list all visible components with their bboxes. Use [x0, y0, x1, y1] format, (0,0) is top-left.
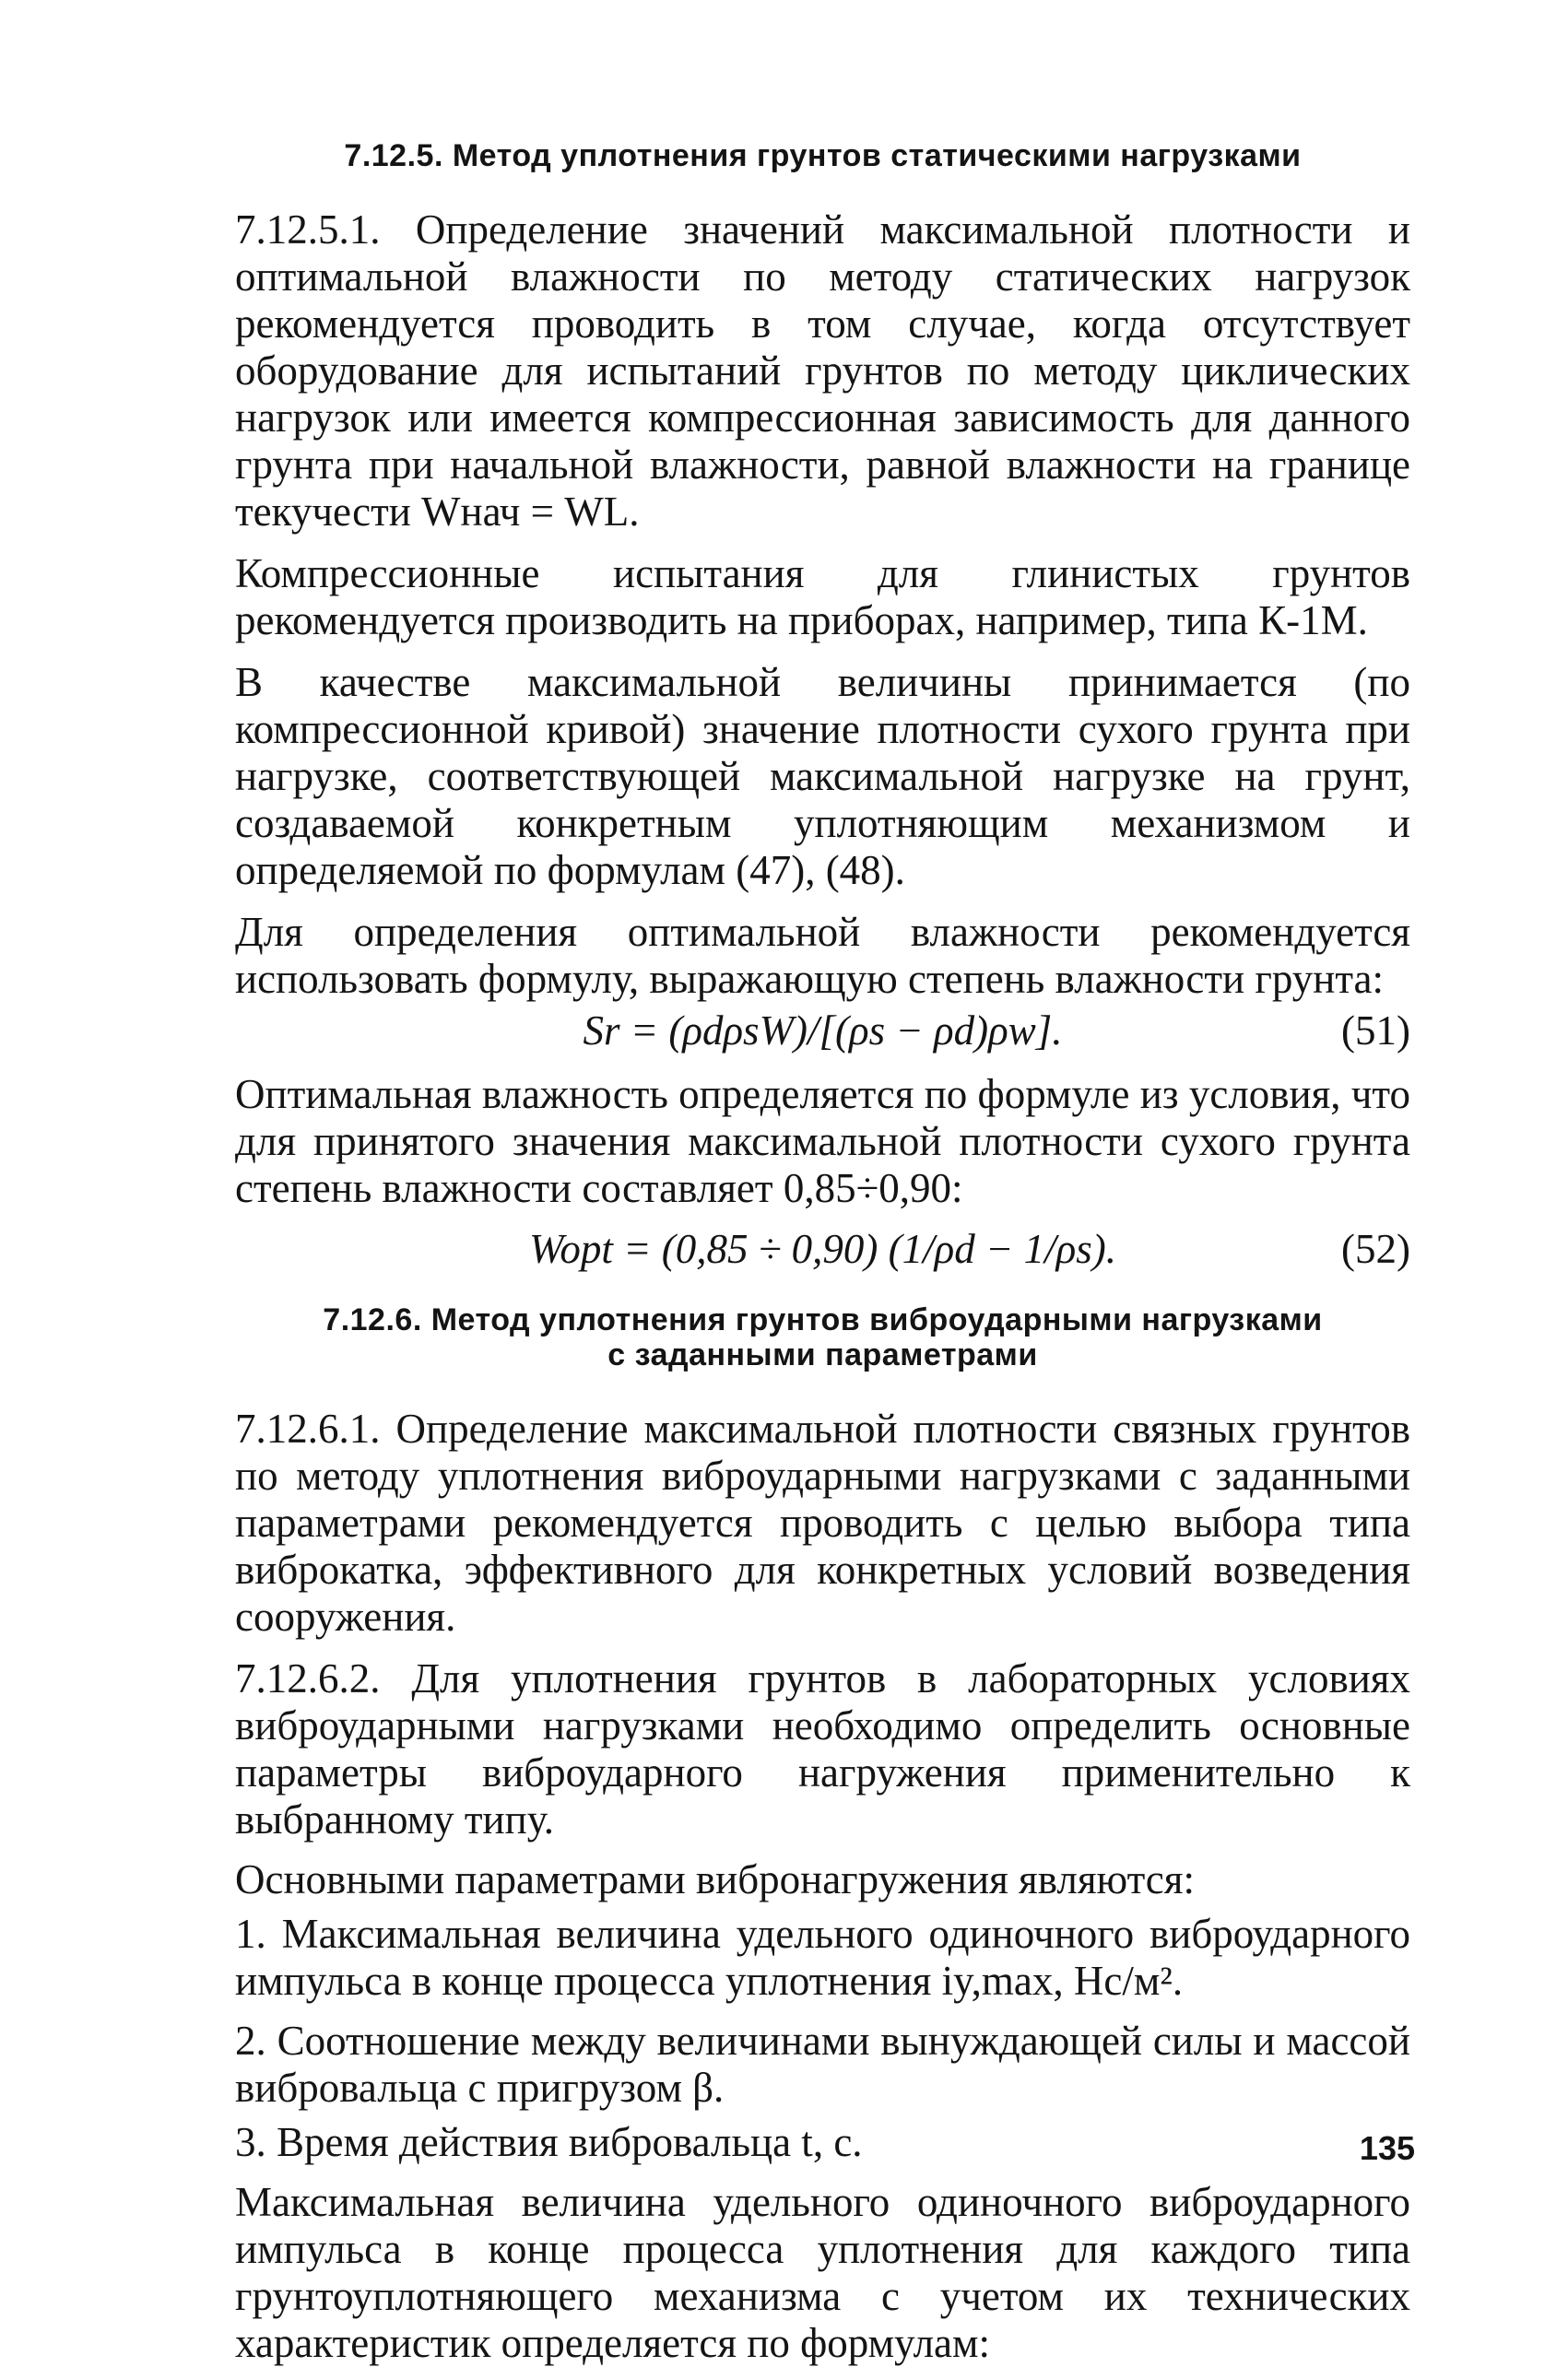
paragraph-optimal-moisture-condition: Оптимальная влажность определяется по формуле из условия, что для принятого значения максимальной плотности сухого грунта степень влажности составляет 0,85÷0,90:: [235, 1071, 1410, 1211]
formula-52-number: (52): [1341, 1226, 1410, 1272]
formula-51-number: (51): [1341, 1007, 1410, 1054]
formula-51-expression: Sr = (ρdρsW)/[(ρs − ρd)ρw].: [583, 1007, 1063, 1054]
paragraph-max-value: В качестве максимальной величины принимается (по компрессионной кривой) значение плотности сухого грунта при нагрузке, соответствующей максимальной нагрузке на грунт, создаваемой конкретным уплотняющим механизмом и определяемой по формулам (47), (48).: [235, 659, 1410, 893]
paragraph-7-12-6-2: 7.12.6.2. Для уплотнения грунтов в лабораторных условиях виброударными нагрузками необходимо определить основные параметры виброударного нагружения применительно к выбранному типу.: [235, 1655, 1410, 1843]
paragraph-7-12-5-1: 7.12.5.1. Определение значений максимальной плотности и оптимальной влажности по методу статических нагрузок рекомендуется проводить в том случае, когда отсутствует оборудование для испытаний грунтов по методу циклических нагрузок или имеется компрессионная зависимость для данного грунта при начальной влажности, равной влажности на границе текучести Wнач = WL.: [235, 206, 1410, 535]
page-number: 135: [1359, 2129, 1415, 2167]
list-item-1: 1. Максимальная величина удельного одиночного виброударного импульса в конце процесса уплотнения iy,max, Нс/м².: [235, 1911, 1410, 2004]
section-heading-7-12-5: 7.12.5. Метод уплотнения грунтов статическими нагрузками: [344, 138, 1302, 173]
formula-51: [235, 1003, 1410, 1058]
formula-52: [235, 1221, 1410, 1277]
paragraph-compression-tests: Компрессионные испытания для глинистых грунтов рекомендуется производить на приборах, например, типа К-1М.: [235, 550, 1410, 643]
list-item-2: 2. Соотношение между величинами вынуждающей силы и массой вибровальца с пригрузом β.: [235, 2018, 1410, 2111]
list-item-3: 3. Время действия вибровальца t, с.: [235, 2119, 863, 2165]
paragraph-optimal-moisture: Для определения оптимальной влажности рекомендуется использовать формулу, выражающую степень влажности грунта:: [235, 909, 1410, 1002]
section-heading-7-12-6-line1: 7.12.6. Метод уплотнения грунтов виброударными нагрузками: [323, 1302, 1323, 1337]
paragraph-7-12-6-1: 7.12.6.1. Определение максимальной плотности связных грунтов по методу уплотнения виброударными нагрузками с заданными параметрами рекомендуется проводить с целью выбора типа виброкатка, эффективного для конкретных условий возведения сооружения.: [235, 1406, 1410, 1640]
formula-52-expression: Wopt = (0,85 ÷ 0,90) (1/ρd − 1/ρs).: [529, 1226, 1116, 1272]
section-heading-7-12-6-line2: с заданными параметрами: [607, 1337, 1038, 1372]
paragraph-main-parameters: Основными параметрами вибронагружения являются:: [235, 1856, 1195, 1902]
page-content: [235, 138, 1410, 2367]
section-heading-7-12-6: [235, 1302, 1410, 1372]
paragraph-max-impulse: Максимальная величина удельного одиночного виброударного импульса в конце процесса уплотнения для каждого типа грунтоуплотняющего механизма с учетом их технических характеристик определяется по формулам:: [235, 2179, 1410, 2366]
